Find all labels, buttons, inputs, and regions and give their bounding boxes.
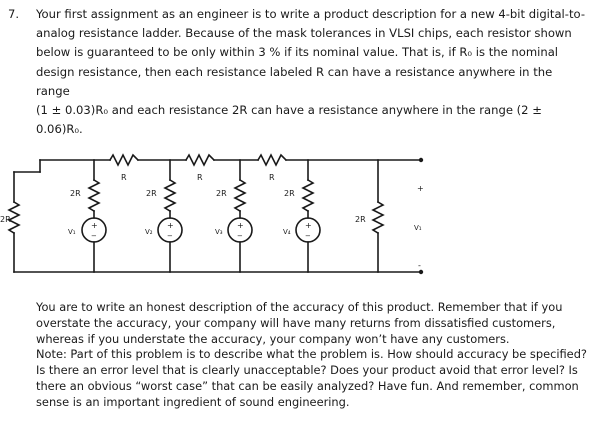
series-resistor-label: R: [121, 173, 127, 182]
source-label: V₃: [215, 228, 223, 236]
source-plus: +: [305, 221, 312, 230]
series-resistor-label: R: [197, 173, 203, 182]
series-resistor: [186, 155, 214, 165]
output-label: V₁: [414, 224, 422, 232]
intro-line: 0.06)R₀.: [36, 122, 83, 137]
branch-3: [228, 160, 252, 272]
output-minus: -: [418, 261, 421, 270]
shunt-resistor: [235, 180, 245, 211]
problem-intro: [36, 5, 586, 139]
shunt-resistor-label: 2R: [70, 189, 81, 198]
shunt-resistor: [165, 180, 175, 211]
description-line: whereas if you understate the accuracy, your company won’t have any customers.: [36, 331, 510, 346]
source-label: V₄: [283, 228, 291, 236]
output-terminal-bottom: [419, 270, 423, 274]
note-line: there an obvious “worst case” that can be easily analyzed? Have fun. And remember, common: [36, 378, 579, 393]
series-resistor-label: R: [269, 173, 275, 182]
source-plus: +: [237, 221, 244, 230]
intro-line: (1 ± 0.03)R₀ and each resistance 2R can have a resistance anywhere in the range (2 ±: [36, 103, 542, 118]
note-line: Note: Part of this problem is to describe what the problem is. How should accuracy be specified?: [36, 347, 587, 362]
source-minus: −: [167, 232, 173, 240]
branch-1: [82, 160, 106, 272]
source-minus: −: [237, 232, 243, 240]
output-plus: +: [417, 184, 424, 193]
description-line: overstate the accuracy, your company will have many returns from dissatisfied customers,: [36, 315, 556, 330]
problem-number: 7.: [8, 7, 20, 21]
shunt-resistor-label: 2R: [146, 189, 157, 198]
note-line: sense is an important ingredient of sound engineering.: [36, 394, 350, 409]
source-label: V₂: [145, 228, 153, 236]
problem-description: [36, 300, 592, 411]
shunt-resistor-label: 2R: [216, 189, 227, 198]
intro-line: below is guaranteed to be only within 3 % if its nominal value. That is, if R₀ is the nominal: [36, 45, 559, 60]
source-minus: −: [91, 232, 97, 240]
load-resistor-label: 2R: [355, 215, 366, 224]
shunt-resistor: [89, 180, 99, 211]
dac-ladder-circuit: [0, 146, 430, 286]
series-resistor: [258, 155, 286, 165]
termination-resistor-label: 2R: [0, 215, 11, 224]
note-line: Is there an error level that is clearly unacceptable? Does your product avoid that error level? Is: [36, 363, 578, 378]
source-plus: +: [91, 221, 98, 230]
intro-line: analog resistance ladder. Because of the mask tolerances in VLSI chips, each resistor shown: [36, 26, 572, 41]
shunt-resistor: [303, 180, 313, 211]
intro-line: Your first assignment as an engineer is to write a product description for a new 4-bit digital-to-: [36, 7, 585, 21]
source-plus: +: [167, 221, 174, 230]
branch-2: [158, 160, 182, 272]
source-label: V₁: [68, 228, 76, 236]
shunt-resistor-label: 2R: [284, 189, 295, 198]
series-resistor: [110, 155, 138, 165]
branch-4: [296, 160, 320, 272]
description-line: You are to write an honest description of the accuracy of this product. Remember that if you: [36, 300, 563, 314]
load-resistor: [373, 202, 383, 233]
output-terminal-top: [419, 158, 423, 162]
intro-line: design resistance, then each resistance labeled R can have a resistance anywhere in the range: [36, 64, 553, 98]
source-minus: −: [305, 232, 311, 240]
